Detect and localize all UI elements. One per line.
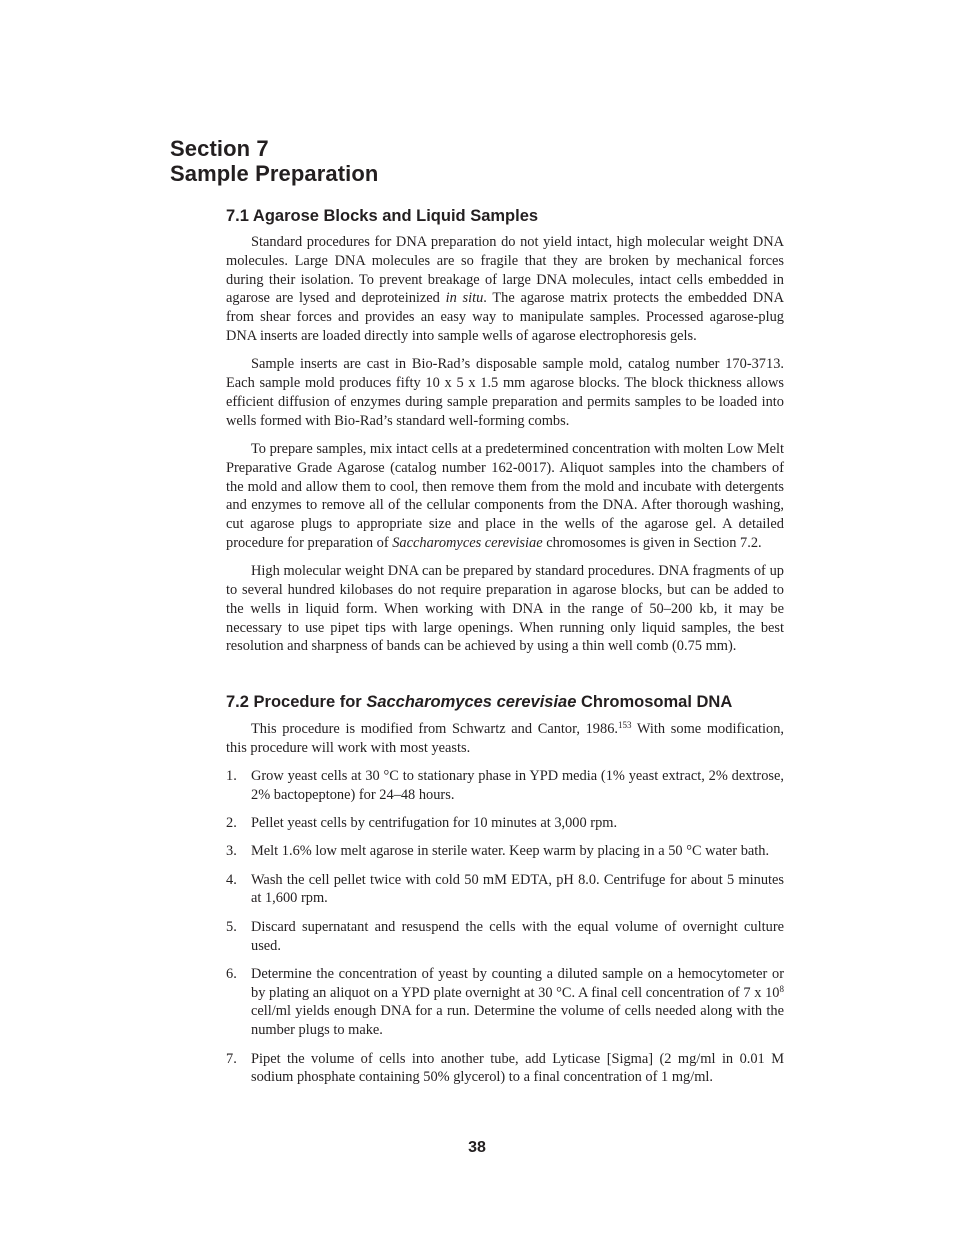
subsection-7-1-heading: 7.1 Agarose Blocks and Liquid Samples [226,207,539,225]
section-name: Sample Preparation [170,161,379,186]
list-item: 4. Wash the cell pellet twice with cold 50 mM EDTA, pH 8.0. Centrifuge for about 5 minutes at 1,600 rpm. [226,871,784,907]
subsection-7-2-intro [226,720,784,758]
paragraph-intro: This procedure is modified from Schwartz and Cantor, 1986.$^{153}$ With some modification, this procedure will work with most yeasts. [226,720,784,756]
list-item: 5. Discard supernatant and resuspend the cells with the equal volume of overnight culture used. [226,918,784,954]
list-item: 6. Determine the concentration of yeast by counting a diluted sample on a hemocytometer or by plating an aliquot on a YPD plate overnight at 30 °C. A final cell concentration of 7 x $10^8$ cell/ml yields enough DNA for a run. Determine the volume of cells needed along with the number plugs to make. [226,965,784,1039]
list-item: 2. Pellet yeast cells by centrifugation for 10 minutes at 3,000 rpm. [226,815,618,832]
paragraph-3: To prepare samples, mix intact cells at a predetermined concentration with molten Low Melt Preparative Grade Agarose (catalog number 162-0017). Aliquot samples into the chambers of the mold and allow them to cool, then remove them from the mold and incubate with detergents and enzymes to remove all of the cellular components from the DNA. After thorough washing, cut agarose plugs to appropriate size and place in the wells of the agarose gel. A detailed procedure for preparation of Saccharomyces cerevisiae chromosomes is given in Section 7.2. [226,440,784,551]
paragraph-1: Standard procedures for DNA preparation do not yield intact, high molecular weight DNA molecules. Large DNA molecules are so fragile that they are broken by mechanical forces during their isolation. To prevent breakage of large DNA molecules, intact cells embedded in agarose are lysed and deproteinized in situ. The agarose matrix protects the embedded DNA from shear forces and provides an easy way to manipulate samples. Processed agarose-plug DNA inserts are loaded directly into sample wells of agarose electrophoresis gels. [226,234,784,344]
paragraph-4: High molecular weight DNA can be prepared by standard procedures. DNA fragments of up to several hundred kilobases do not require preparation in agarose blocks, but can be added to the wells in liquid form. When working with DNA in the range of 50–200 kb, it may be necessary to use pipet tips with large openings. When running only liquid samples, the best resolution and sharpness of bands can be achieved by using a thin well comb (0.75 mm). [226,563,784,655]
paragraph-2: Sample inserts are cast in Bio-Rad’s disposable sample mold, catalog number 170-3713. Each sample mold produces fifty 10 x 5 x 1.5 mm agarose blocks. The block thickness allows efficient diffusion of enzymes during sample preparation and permits samples to be loaded into wells formed with Bio-Rad’s standard well-forming combs. [226,356,784,429]
page-number: 38 [468,1139,486,1156]
procedure-steps [226,767,784,1097]
section-number: Section 7 [170,136,269,161]
subsection-7-2-heading: 7.2 Procedure for Saccharomyces cerevisiae Chromosomal DNA [226,693,733,711]
list-item: 7. Pipet the volume of cells into another tube, add Lyticase [Sigma] (2 mg/ml in 0.01 M sodium phosphate containing 50% glycerol) to a final concentration of 1 mg/ml. [226,1050,784,1086]
subsection-7-1-body [226,233,784,656]
list-item: 3. Melt 1.6% low melt agarose in sterile water. Keep warm by placing in a 50 °C water bath. [226,843,770,860]
list-item: 1. Grow yeast cells at 30 °C to stationary phase in YPD media (1% yeast extract, 2% dextrose, 2% bactopeptone) for 24–48 hours. [226,768,784,803]
section-title [170,136,378,186]
